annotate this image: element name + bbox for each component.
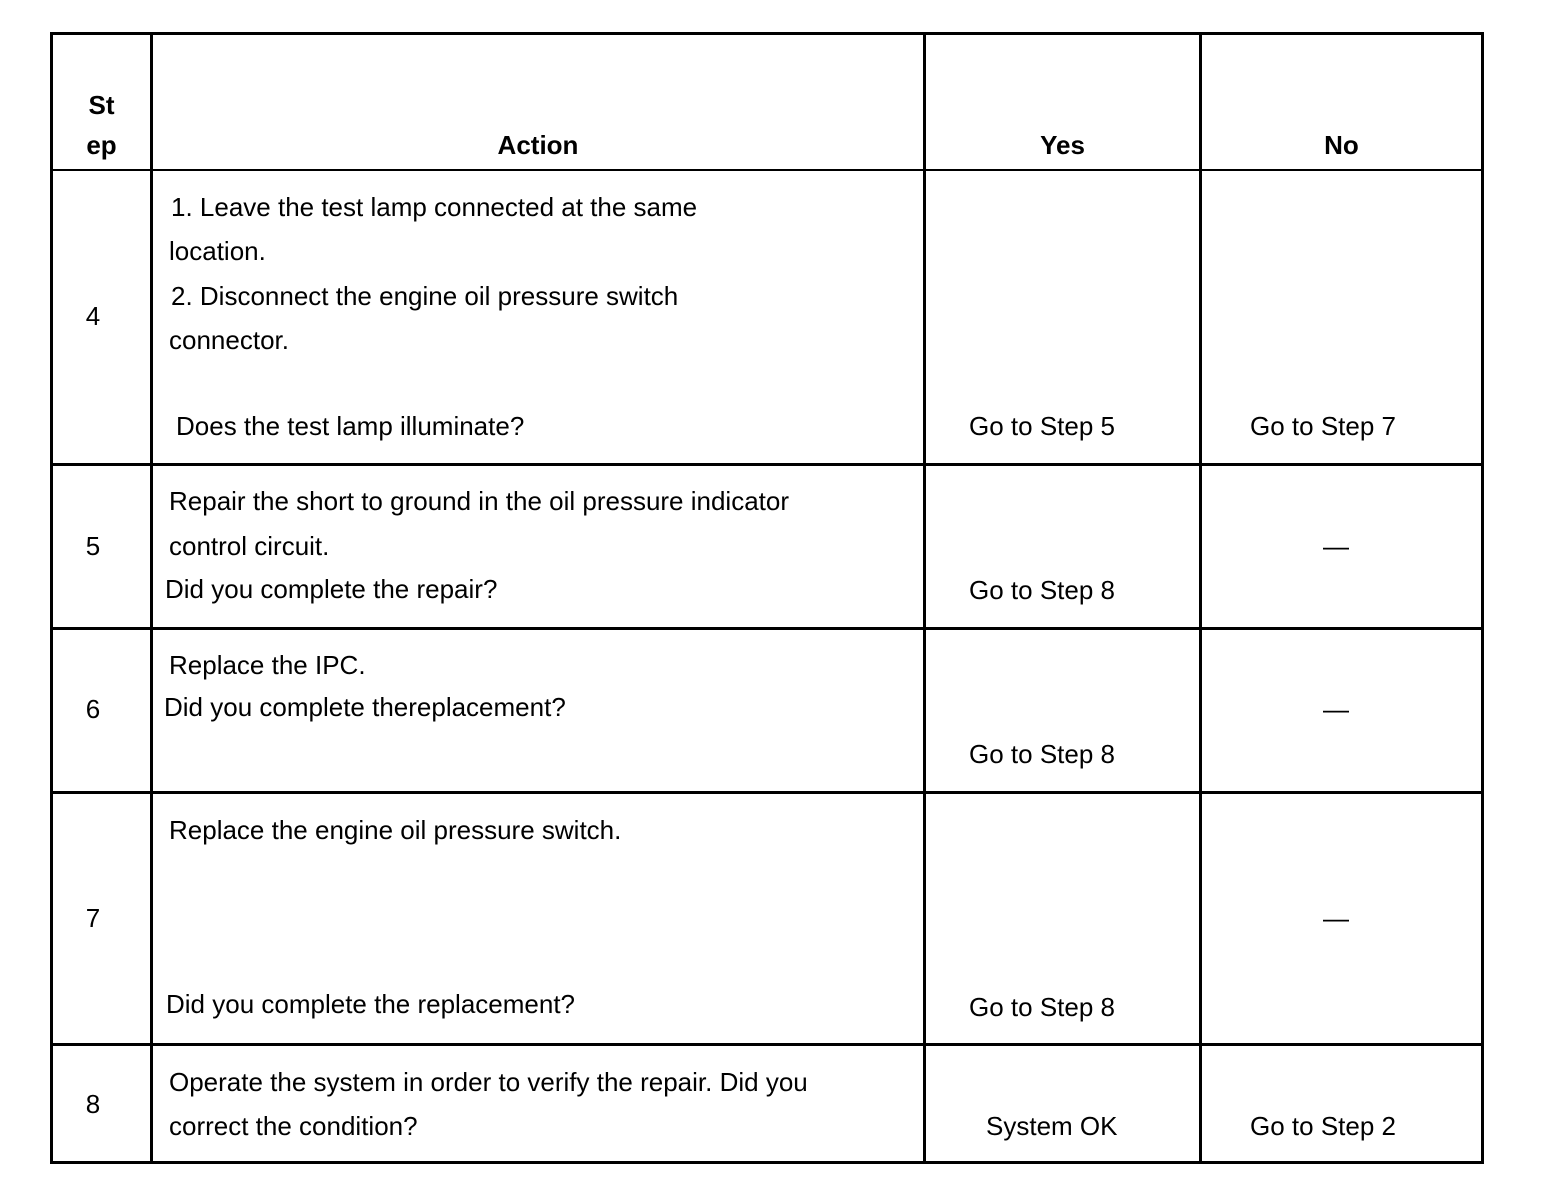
yes-result: Go to Step 8	[969, 992, 1115, 1022]
no-result: —	[1323, 694, 1349, 724]
action-text: Operate the system in order to verify the repair. Did you	[169, 1067, 808, 1097]
header-step: ep	[86, 130, 117, 160]
column-divider	[1199, 35, 1202, 1161]
column-divider	[923, 35, 926, 1161]
action-question: Did you complete thereplacement?	[164, 692, 566, 722]
header-step: St	[88, 90, 115, 120]
no-result: —	[1323, 903, 1349, 933]
row-divider	[53, 463, 1481, 466]
action-text: connector.	[169, 325, 289, 355]
action-text: correct the condition?	[169, 1111, 418, 1141]
action-question: Did you complete the repair?	[165, 574, 498, 604]
row-divider	[53, 1043, 1481, 1046]
action-text: Repair the short to ground in the oil pressure indicator	[169, 486, 790, 516]
header-no: No	[1324, 130, 1359, 160]
no-result: Go to Step 2	[1250, 1111, 1396, 1141]
yes-result: System OK	[986, 1111, 1118, 1141]
row-divider	[53, 169, 1481, 171]
row-divider	[53, 627, 1481, 630]
column-divider	[150, 35, 153, 1161]
header-action: Action	[497, 130, 579, 160]
row-divider	[53, 791, 1481, 794]
header-yes: Yes	[1040, 130, 1085, 160]
step-number: 4	[85, 301, 101, 331]
step-number: 6	[85, 694, 101, 724]
no-result: Go to Step 7	[1250, 411, 1396, 441]
action-question: Does the test lamp illuminate?	[176, 411, 525, 441]
step-number: 7	[85, 903, 101, 933]
action-text: control circuit.	[169, 531, 330, 561]
step-number: 5	[85, 531, 101, 561]
action-text: Replace the IPC.	[169, 650, 366, 680]
no-result: —	[1323, 531, 1349, 561]
action-text: Replace the engine oil pressure switch.	[169, 815, 622, 845]
yes-result: Go to Step 8	[969, 739, 1115, 769]
action-text: location.	[169, 236, 266, 266]
action-text: 1. Leave the test lamp connected at the same	[171, 192, 698, 222]
action-question: Did you complete the replacement?	[166, 989, 576, 1019]
step-number: 8	[85, 1089, 101, 1119]
yes-result: Go to Step 8	[969, 575, 1115, 605]
yes-result: Go to Step 5	[969, 411, 1115, 441]
action-text: 2. Disconnect the engine oil pressure switch	[171, 281, 679, 311]
